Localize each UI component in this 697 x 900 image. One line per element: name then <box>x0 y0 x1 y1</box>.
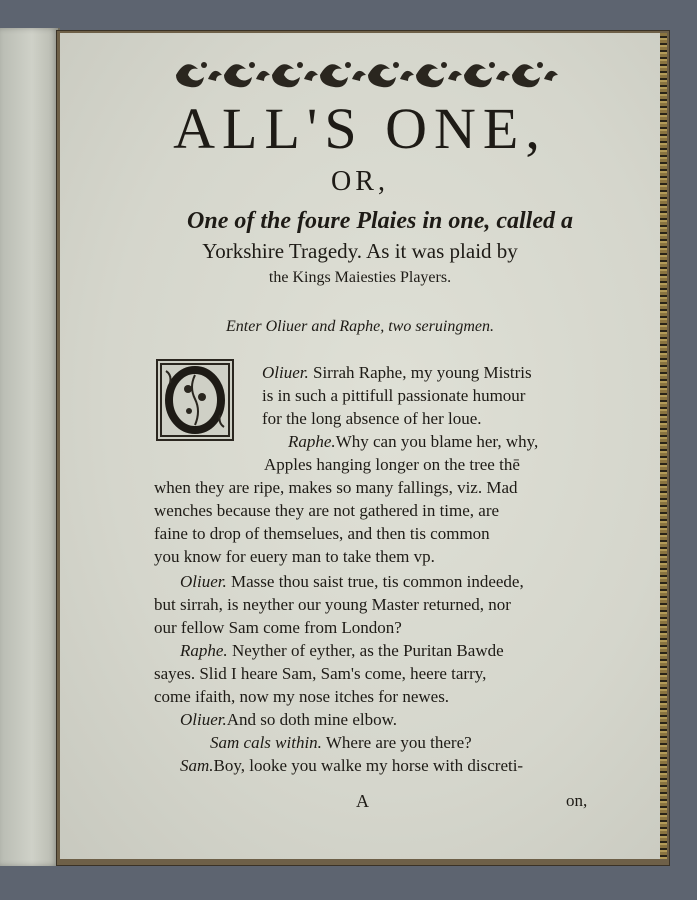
title-page <box>60 33 660 859</box>
catchword: on, <box>566 791 588 810</box>
line-text: come ifaith, now my nose itches for newes. <box>154 687 450 706</box>
stage-direction: Enter Oliuer and Raphe, two seruingmen. <box>226 318 494 335</box>
line-text: Sirrah Raphe, my young Mistris <box>308 363 532 382</box>
speaker-name: Sam cals within. <box>210 733 322 752</box>
decorated-initial-o-icon <box>156 359 234 441</box>
text-line <box>154 664 486 684</box>
text-line <box>154 687 449 707</box>
title-line-2: Yorkshire Tragedy. As it was plaid by <box>202 239 518 263</box>
title-subtitle: One of the foure Plaies in one, called a <box>187 208 573 234</box>
line-text: our fellow Sam come from London? <box>154 618 402 637</box>
title-line-3: the Kings Maiesties Players. <box>268 269 452 286</box>
speaker-name: Raphe. <box>288 432 336 451</box>
line-text: you know for euery man to take them vp. <box>154 547 435 566</box>
speaker-name: Oliuer. <box>180 572 227 591</box>
line-text: Apples hanging longer on the tree thē <box>264 455 520 474</box>
text-line <box>262 386 525 406</box>
gilt-page-edge <box>660 33 667 859</box>
text-line <box>180 756 523 776</box>
text-line <box>180 710 397 730</box>
text-line <box>180 641 504 661</box>
line-text: Why can you blame her, why, <box>335 432 539 451</box>
speaker-name: Oliuer. <box>180 710 227 729</box>
page-title: ALL'S ONE, <box>173 96 547 161</box>
text-line <box>262 363 532 383</box>
line-text: is in such a pittifull passionate humour <box>262 386 526 405</box>
line-text: for the long absence of her loue. <box>262 409 482 428</box>
line-text: wenches because they are not gathered in time, are <box>154 501 500 520</box>
title-or: OR, <box>331 166 389 197</box>
line-text: but sirrah, is neyther our young Master returned, nor <box>154 595 511 614</box>
text-line <box>262 409 482 429</box>
text-line <box>154 547 435 567</box>
speaker-name: Raphe. <box>180 641 228 660</box>
speaker-name: Sam. <box>180 756 214 775</box>
text-line <box>154 478 518 498</box>
line-text: And so doth mine elbow. <box>226 710 398 729</box>
text-line <box>154 595 511 615</box>
line-text: faine to drop of themselues, and then tis common <box>154 524 490 543</box>
line-text: Where are you there? <box>321 733 472 752</box>
text-line <box>154 618 402 638</box>
speaker-name: Oliuer. <box>262 363 309 382</box>
line-text: Neyther of eyther, as the Puritan Bawde <box>227 641 504 660</box>
line-text: when they are ripe, makes so many fallings, viz. Mad <box>154 478 518 497</box>
line-text: Boy, looke you walke my horse with discreti- <box>213 756 524 775</box>
signature-mark: A <box>356 791 369 811</box>
facing-page-edge <box>0 28 60 866</box>
text-line <box>210 733 472 753</box>
text-line <box>154 501 499 521</box>
text-line <box>264 455 520 475</box>
line-text: Masse thou saist true, tis common indeede, <box>226 572 524 591</box>
text-line <box>288 432 538 452</box>
text-line <box>180 572 524 592</box>
text-line <box>154 524 490 544</box>
line-text: sayes. Slid I heare Sam, Sam's come, heere tarry, <box>154 664 487 683</box>
headpiece-ornament <box>172 55 564 89</box>
